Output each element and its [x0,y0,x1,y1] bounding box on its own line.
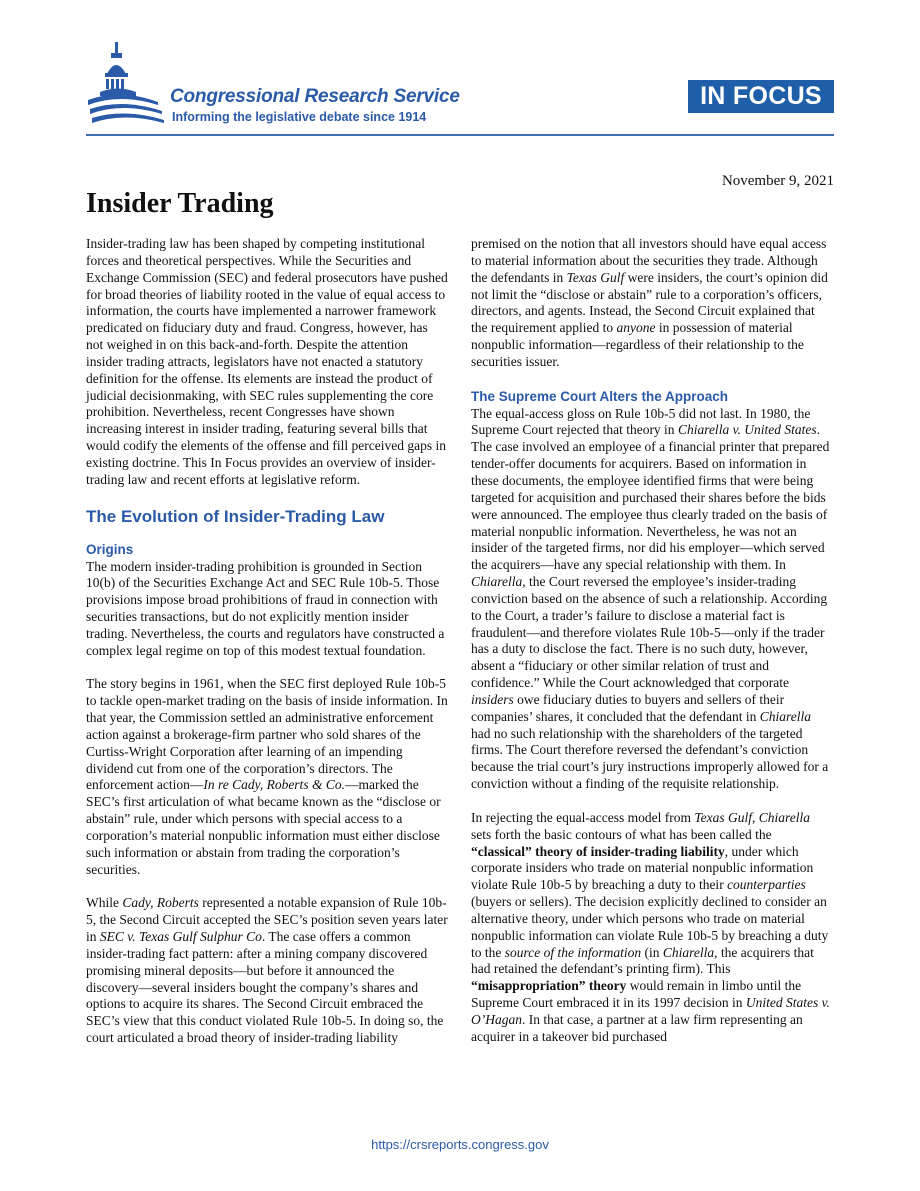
key-term: “classical” theory of insider-trading liability [471,843,725,859]
origins-paragraph: The modern insider-trading prohibition is grounded in Section 10(b) of the Securities Exchange Act and SEC Rule 10b-5. Those provisions impose broad prohibitions of fraud in connection with securities transactions, but do not explicitly mention insider trading. Nevertheless, the courts and regulators have constructed a complex legal regime on top of this modest textual foundation. [86,558,445,658]
equal-access-paragraph: premised on the notion that all investors should have equal access to material information about the securities they trade. Although the defendants in Texas Gulf were insiders, the court’s opinion did not limit the “disclose or abstain” rule to a corporation’s officers, directors, and agents. Instead, the Second Circuit explained that the requirement applied to anyone in possession of material nonpublic information—regardless of their relationship to the securities issuer. [471,236,828,369]
story-paragraph: The story begins in 1961, when the SEC first deployed Rule 10b-5 to tackle open-market trading on the basis of inside information. In that year, the Commission settled an administrative enforcement action against a brokerage-firm partner who sold shares of the Curtiss-Wright Corporation after learning of an impending dividend cut from one of the corporation’s directors. The enforcement action—In re Cady, Roberts & Co.—marked the SEC’s first articulation of what became known as the “disclose or abstain” rule, under which persons with special access to a corporation’s material nonpublic information must either disclose such information or abstain from trading the corporation’s securities. [86,676,448,877]
case-name: Chiarella v. United States [677,422,817,438]
org-tagline: Informing the legislative debate since 1914 [172,110,427,124]
case-name: Texas Gulf [694,809,753,825]
texas-gulf-paragraph: While Cady, Roberts represented a notable expansion of Rule 10b-5, the Second Circuit accepted the SEC’s position seven years later in SEC v. Texas Gulf Sulphur Co. The case offers a common insider-trading fact pattern: after a mining company discovered promising mineral deposits—but before it announced the discovery—several insiders bought the company’s shares and options to acquire its shares. The Second Circuit embraced the SEC’s view that this conduct violated Rule 10b-5. In doing so, the court articulated a broad theory of insider-trading liability [86,895,448,1046]
case-name: Chiarella [662,944,715,960]
left-column [86,236,448,1047]
case-name: Chiarella [758,809,811,825]
classical-theory-paragraph: In rejecting the equal-access model from Texas Gulf, Chiarella sets forth the basic contours of what has been called the “classical” theory of insider-trading liability, under which corporate insiders who trade on material nonpublic information violate Rule 10b-5 by breaching a duty to their counterparties (buyers or sellers). The decision explicitly declined to consider an alternative theory, under which persons who trade on material nonpublic information can violate Rule 10b-5 by breaching a duty to the source of the information (in Chiarella, the acquirers that had retained the defendant’s printing firm). This “misappropriation” theory would remain in limbo until the Supreme Court embraced it in its 1997 decision in United States v. O’Hagan. In that case, a partner at a law firm representing an acquirer in a takeover bid purchased [471,809,830,1044]
case-name: Cady, Roberts [122,895,199,911]
emphasis: source of the information [504,944,642,960]
report-date: November 9, 2021 [721,173,834,189]
section-heading-evolution: The Evolution of Insider-Trading Law [86,506,385,526]
case-name: Texas Gulf [566,269,625,285]
case-name: Chiarella [471,574,523,590]
emphasis: counterparties [727,877,806,893]
case-name: Chiarella [759,708,812,724]
org-name: Congressional Research Service [170,86,460,107]
header-divider [86,134,834,136]
subsection-heading-supreme-court: The Supreme Court Alters the Approach [471,388,729,404]
chiarella-paragraph: The equal-access gloss on Rule 10b-5 did not last. In 1980, the Supreme Court rejected that theory in Chiarella v. United States. The case involved an employee of a financial printer that prepared tender-offer documents for acquirers. Based on information in these documents, the employee identified firms that were being targeted for acquisition and purchased their shares before the bids were announced. The employee thus clearly traded on the basis of material nonpublic information. Nevertheless, he was not an insider of the targeted firms, nor did his employer—which served the acquirers—have any special relationship with them. In Chiarella, the Court reversed the employee’s insider-trading conviction based on the absence of such a relationship. According to the Court, a trader’s failure to disclose a material fact is fraudulent—and therefore violates Rule 10b-5—only if the trader has a duty to disclose the fact. There is no such duty, however, absent a “fiduciary or other similar relation of trust and confidence.” While the Court acknowledged that corporate insiders owe fiduciary duties to buyers and sellers of their companies’ shares, it concluded that the defendant in Chiarella had no such relationship with the shareholders of the targeted firms. The Court therefore reversed the defendant’s conviction because the trial court’s jury instructions improperly allowed for a conviction without a finding of the requisite relationship. [471,405,830,792]
intro-paragraph: Insider-trading law has been shaped by competing institutional forces and theoretical perspectives. While the Securities and Exchange Commission (SEC) and federal prosecutors have pushed for broad theories of liability rooted in the value of equal access to information, the courts have implemented a narrower framework predicated on fiduciary duty and fraud. Congress, however, has not weighed in on this back-and-forth. Despite the attention insider trading attracts, legislators have not enacted a statutory definition for the offense. Its elements are instead the product of judicial decisionmaking, with SEC rules supplementing the core prohibition. Nevertheless, recent Congresses have shown increasing interest in insider trading, featuring several bills that would codify the elements of the offense and fill perceived gaps in existing doctrine. This In Focus provides an overview of insider-trading law and recent efforts at legislative reform. [86,236,448,487]
case-name: SEC v. Texas Gulf Sulphur Co [99,929,262,945]
capitol-dome-logo-icon [86,40,166,130]
emphasis: insiders [471,691,514,707]
key-term: “misappropriation” theory [471,978,627,994]
emphasis: anyone [616,320,656,336]
footer-url-link[interactable]: https://crsreports.congress.gov [371,1137,549,1152]
right-column [471,236,833,1046]
subsection-heading-origins: Origins [86,541,134,557]
report-header [86,40,834,136]
case-name: United States v. O’Hagan [471,995,830,1027]
page-title: Insider Trading [86,188,274,219]
in-focus-badge: IN FOCUS [688,80,834,113]
case-name: In re Cady, Roberts & Co. [203,777,345,793]
